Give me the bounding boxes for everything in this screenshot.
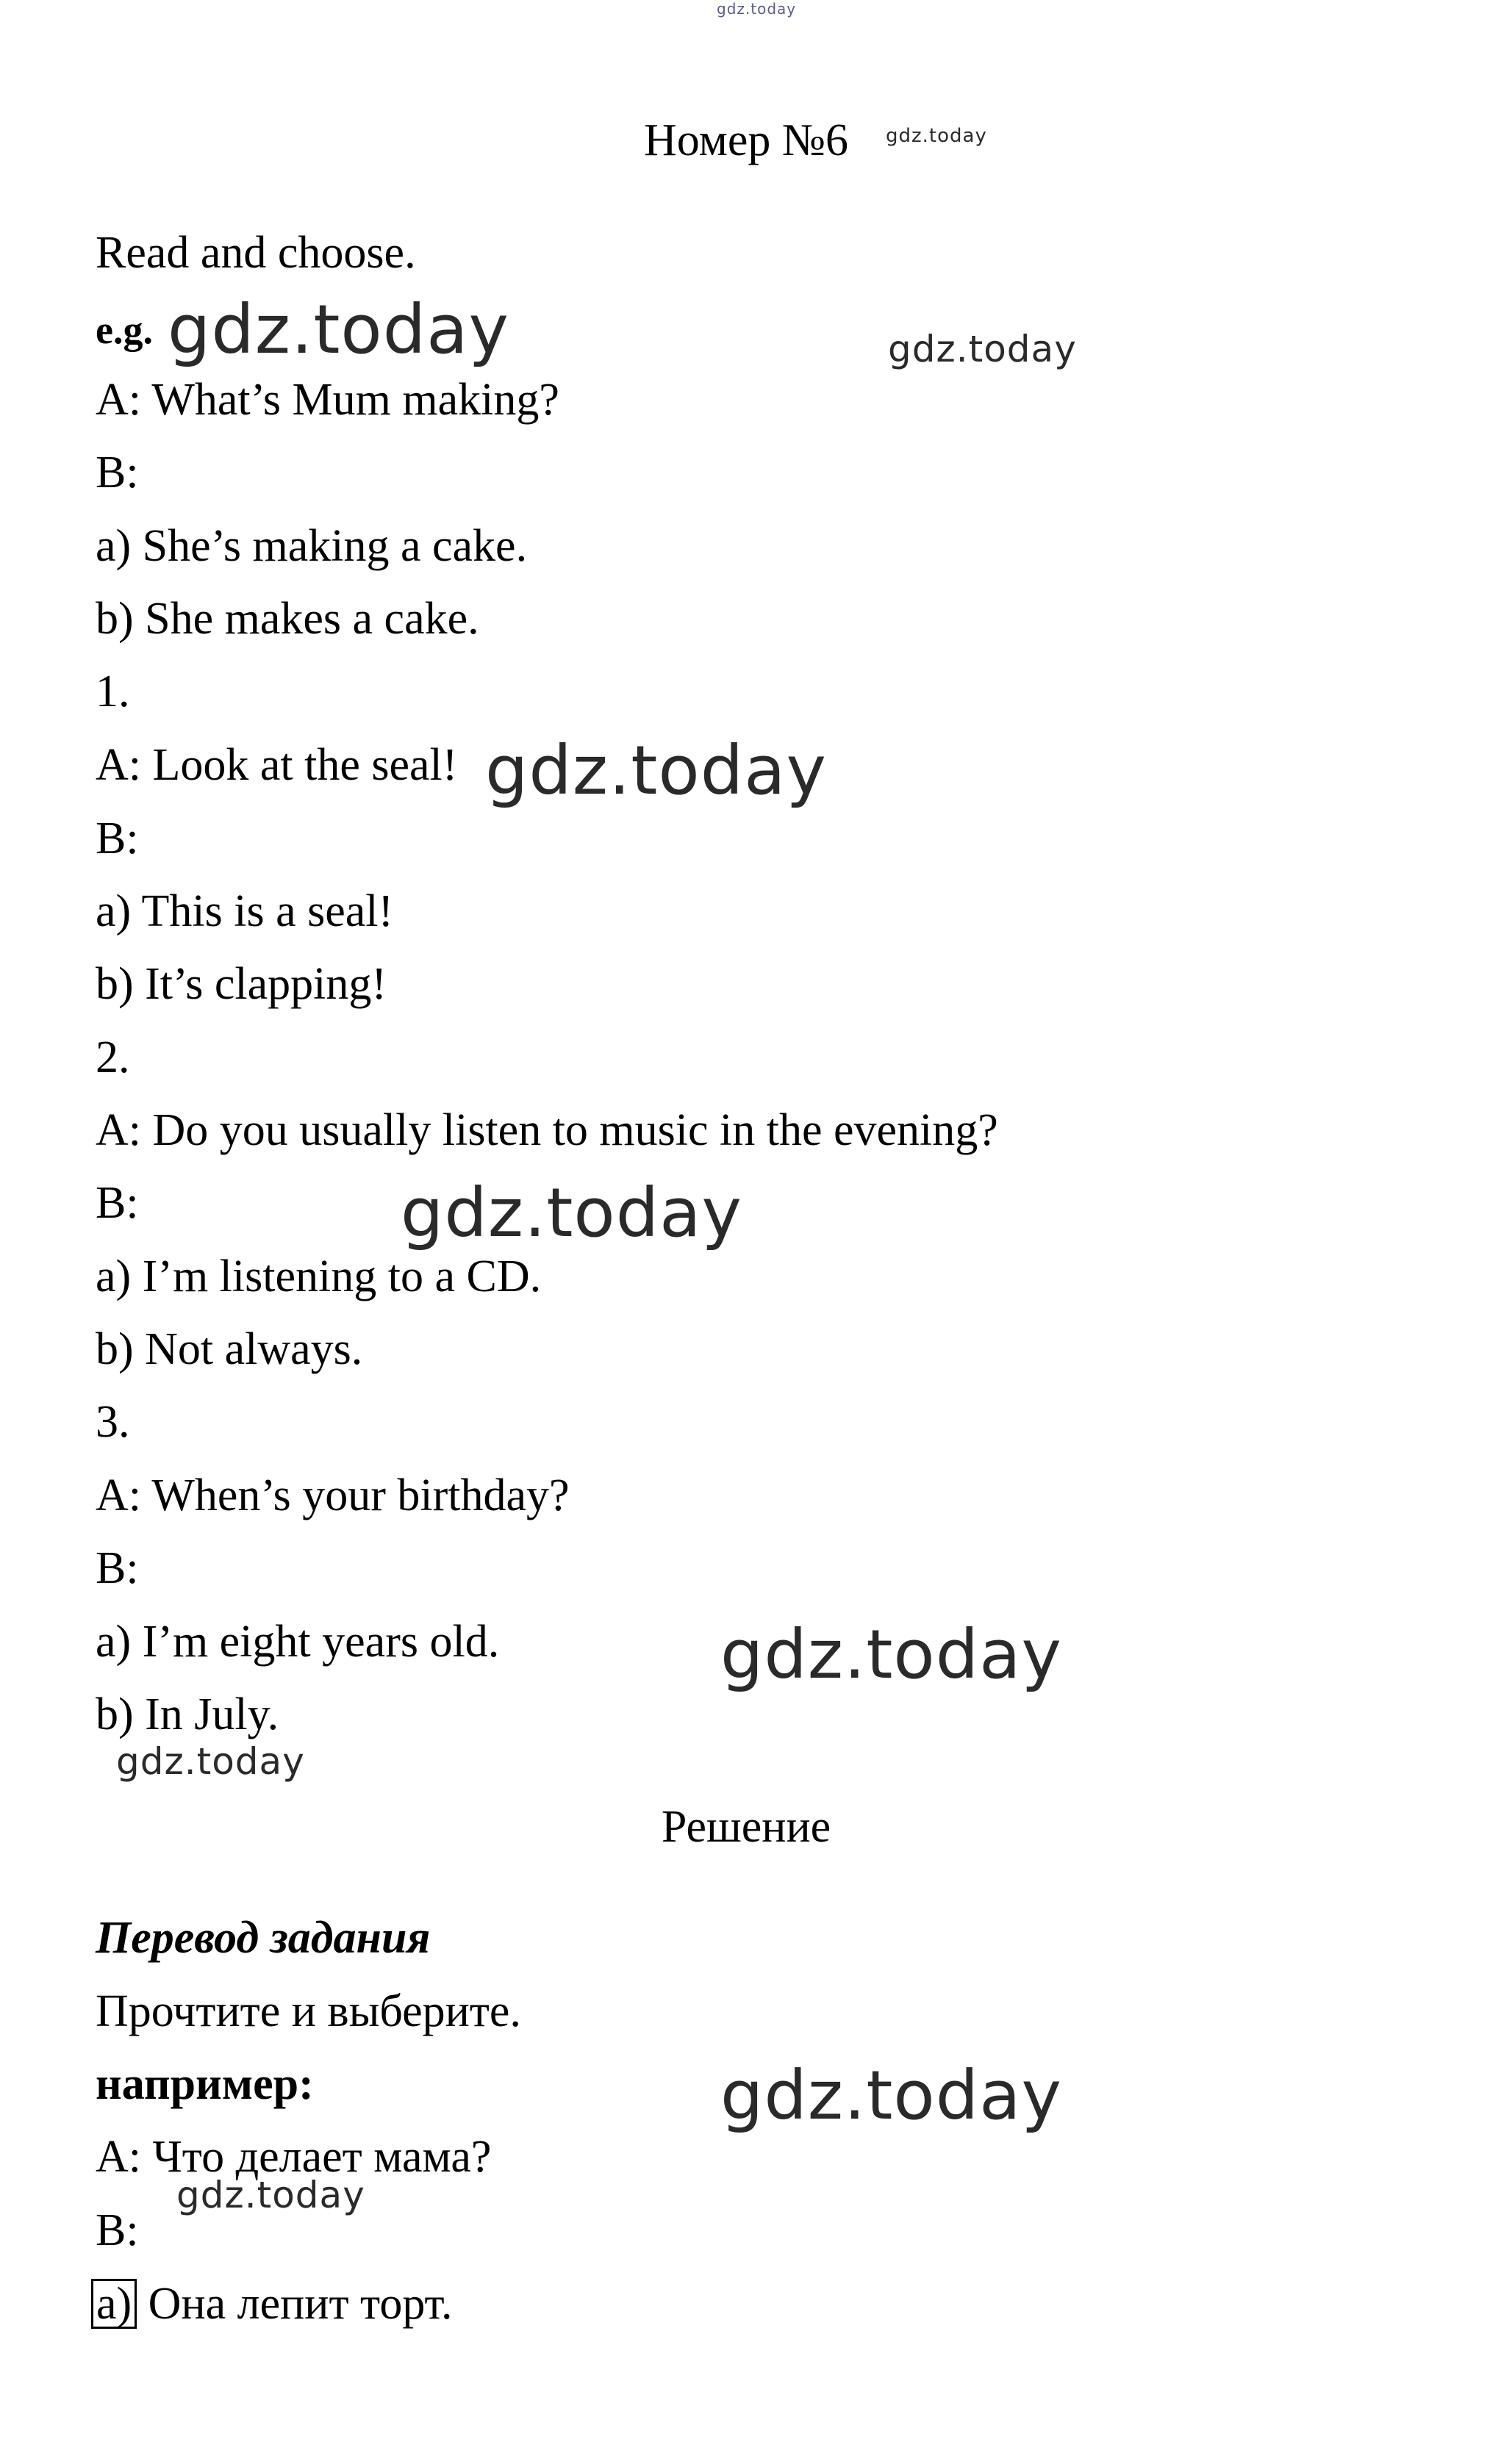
task-line: A: What’s Mum making? <box>96 375 559 425</box>
watermark-bottom: gdz.today <box>176 2174 365 2216</box>
watermark-seal: gdz.today <box>485 731 827 810</box>
translation-answer <box>96 2279 452 2329</box>
task-line: b) Not always. <box>96 1324 363 1374</box>
example-label: e.g. <box>96 308 153 352</box>
task-line: A: Do you usually listen to music in the evening? <box>96 1105 998 1155</box>
translation-answer-b: B: <box>96 2205 139 2255</box>
answer-choice-box: a) <box>91 2279 137 2329</box>
task-line: 2. <box>96 1032 130 1082</box>
translation-heading: Перевод задания <box>96 1913 431 1963</box>
watermark-birthday: gdz.today <box>720 1615 1062 1694</box>
task-line: a) She’s making a cake. <box>96 521 528 571</box>
task-line: a) This is a seal! <box>96 886 394 936</box>
task-line: A: Look at the seal! <box>96 740 458 790</box>
solution-heading: Решение <box>661 1802 831 1852</box>
translation-question: A: Что делает мама? <box>96 2132 492 2182</box>
task-line: B: <box>96 1178 139 1228</box>
task-line: a) I’m eight years old. <box>96 1617 500 1667</box>
task-line: 3. <box>96 1397 130 1447</box>
task-line: B: <box>96 448 139 498</box>
task-line: b) It’s clapping! <box>96 959 387 1009</box>
watermark-example: gdz.today <box>168 290 509 369</box>
task-line: B: <box>96 1543 139 1593</box>
task-line: a) I’m listening to a CD. <box>96 1251 542 1301</box>
task-line: b) In July. <box>96 1689 279 1739</box>
watermark-right-top: gdz.today <box>888 328 1077 370</box>
translation-instruction: Прочтите и выберите. <box>96 1986 521 2036</box>
answer-text: Она лепит торт. <box>137 2279 453 2329</box>
task-instruction: Read and choose. <box>96 228 416 278</box>
watermark-translation: gdz.today <box>720 2056 1062 2135</box>
task-line: b) She makes a cake. <box>96 594 479 644</box>
watermark-left: gdz.today <box>116 1740 305 1783</box>
page-title: Номер №6 <box>643 115 848 165</box>
watermark-music: gdz.today <box>401 1174 742 1252</box>
task-line: B: <box>96 813 139 863</box>
translation-example-label: например: <box>96 2059 314 2109</box>
watermark-top: gdz.today <box>717 0 797 18</box>
task-line: A: When’s your birthday? <box>96 1470 570 1520</box>
watermark-title: gdz.today <box>886 125 987 147</box>
task-line: 1. <box>96 667 130 716</box>
